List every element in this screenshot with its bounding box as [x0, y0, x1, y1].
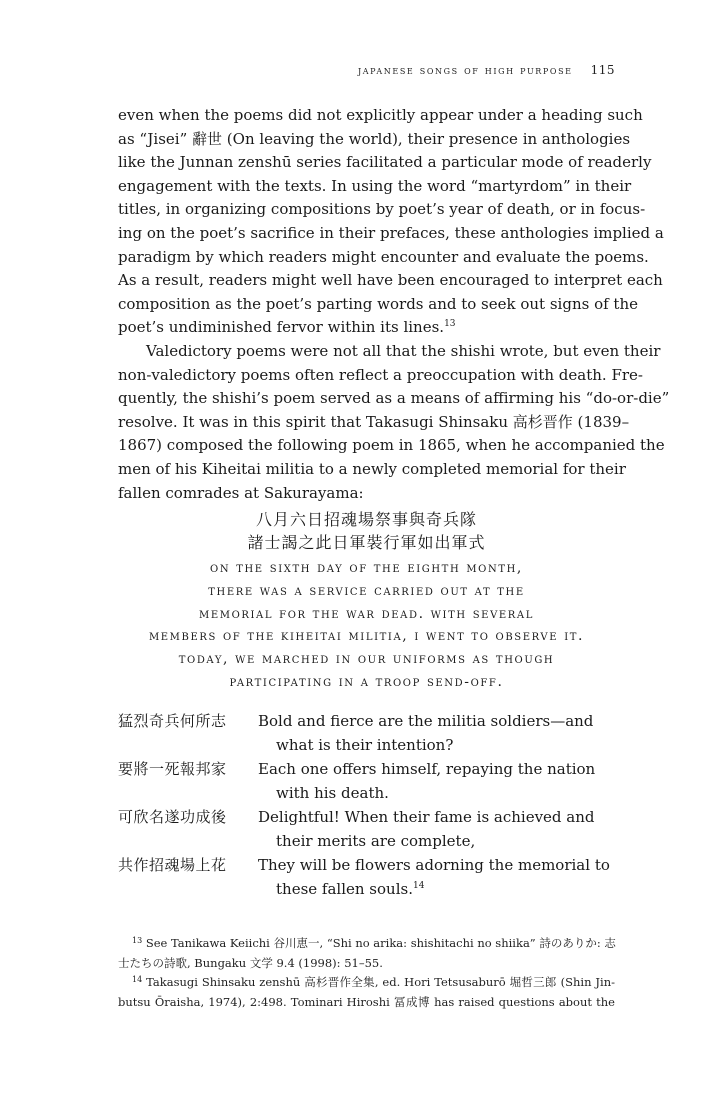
poem-translation-line: their merits are complete,	[276, 831, 476, 850]
poem-couplet	[118, 709, 615, 757]
poem-couplet	[118, 757, 615, 805]
text-line: 1867) composed the following poem in 1865, when he accompanied the	[118, 436, 665, 455]
text-line: non-valedictory poems often reflect a preoccupation with death. Fre-	[118, 365, 643, 384]
poem-translation-line	[258, 877, 610, 901]
footnote-13-continued: 士たちの詩歌, Bungaku 文学 9.4 (1998): 51–55.	[118, 955, 383, 970]
text-line: paradigm by which readers might encounter and evaluate the poems.	[118, 247, 649, 266]
poem-title-en-line: there was a service carried out at the	[208, 582, 525, 599]
poem-translation-line: Each one offers himself, repaying the nation	[258, 759, 596, 778]
poem-cjk-line: 要將一死報邦家	[118, 759, 227, 778]
paragraph-2	[118, 340, 670, 505]
text-line: composition as the poet’s parting words and to seek out signs of the	[118, 294, 638, 313]
footnotes	[118, 934, 615, 1012]
text-line: like the Junnan zenshū series facilitated a particular mode of readerly	[118, 153, 652, 172]
footnote-14-continued: butsu Ōraisha, 1974), 2:498. Tominari Hiroshi 冨成博 has raised questions about the	[118, 994, 615, 1009]
footnote-text: See Tanikawa Keiichi 谷川恵一, “Shi no arika: shishitachi no shiika” 詩のありか: 志	[145, 936, 616, 950]
footnote-reference-13: 13	[444, 319, 456, 330]
footnote-14	[118, 973, 615, 993]
poem-translation-line: what is their intention?	[276, 735, 454, 754]
poem-translation	[258, 709, 593, 757]
footnote-reference-14: 14	[412, 880, 425, 891]
poem-translation-text: these fallen souls.	[276, 879, 413, 898]
page-number: 115	[590, 63, 615, 77]
poem-translation	[258, 757, 595, 805]
poem	[118, 709, 615, 901]
poem-translation	[258, 805, 595, 853]
text-line: quently, the shishi’s poem served as a means of affirming his “do-or-die”	[118, 389, 670, 408]
running-head	[118, 63, 615, 77]
text-line: titles, in organizing compositions by poet’s year of death, or in focus-	[118, 200, 646, 219]
poem-translation-line: with his death.	[276, 783, 389, 802]
poem-title-en-line: memorial for the war dead. with several	[199, 605, 534, 622]
poem-title-en-line: participating in a troop send-off.	[229, 674, 504, 691]
poem-translation-line: They will be flowers adorning the memorial to	[258, 855, 610, 874]
text-line	[118, 316, 615, 340]
paragraph-1	[118, 104, 664, 340]
poem-translation-line: Delightful! When their fame is achieved and	[258, 807, 595, 826]
poem-cjk-line: 可欣名遂功成後	[118, 807, 227, 826]
footnote-number: 14	[132, 975, 143, 984]
poem-title-cjk-line: 諸士謁之此日軍裝行軍如出軍式	[247, 532, 486, 552]
running-head-title: japanese songs of high purpose	[357, 63, 573, 77]
text-line-content: poet’s undiminished fervor within its lines.	[118, 318, 445, 337]
text-line: men of his Kiheitai militia to a newly completed memorial for their	[118, 459, 626, 478]
footnote-text: Takasugi Shinsaku zenshū 高杉晋作全集, ed. Hori Tetsusaburō 堀哲三郎 (Shin Jin-	[146, 975, 615, 989]
poem-couplet	[118, 805, 615, 853]
poem-title-en-line: today, we marched in our uniforms as though	[178, 651, 555, 668]
text-line: engagement with the texts. In using the word “martyrdom” in their	[118, 176, 632, 195]
text-line: fallen comrades at Sakurayama:	[118, 483, 364, 502]
poem-title	[118, 509, 615, 694]
poem-couplet	[118, 853, 615, 901]
text-line: Valedictory poems were not all that the shishi wrote, but even their	[146, 341, 661, 360]
footnote-number: 13	[132, 936, 143, 945]
body-text	[118, 104, 670, 901]
text-line: As a result, readers might well have been encouraged to interpret each	[118, 271, 663, 290]
footnote-13	[118, 934, 615, 954]
poem-title-cjk-line: 八月六日招魂場祭事與奇兵隊	[255, 510, 477, 530]
text-line: as “Jisei” 辭世 (On leaving the world), their presence in anthologies	[118, 129, 631, 148]
poem-title-en-line: members of the kiheitai militia, i went to observe it.	[148, 628, 585, 645]
text-line: resolve. It was in this spirit that Takasugi Shinsaku 高杉晋作 (1839–	[118, 412, 630, 431]
poem-translation	[258, 853, 610, 901]
text-line: even when the poems did not explicitly appear under a heading such	[118, 106, 643, 124]
poem-cjk-line: 猛烈奇兵何所志	[118, 711, 227, 730]
poem-translation-line: Bold and fierce are the militia soldiers—and	[258, 711, 594, 730]
poem-title-en-line: on the sixth day of the eighth month,	[210, 560, 523, 577]
poem-cjk-line: 共作招魂場上花	[118, 855, 227, 874]
text-line: ing on the poet’s sacrifice in their prefaces, these anthologies implied a	[118, 223, 664, 242]
